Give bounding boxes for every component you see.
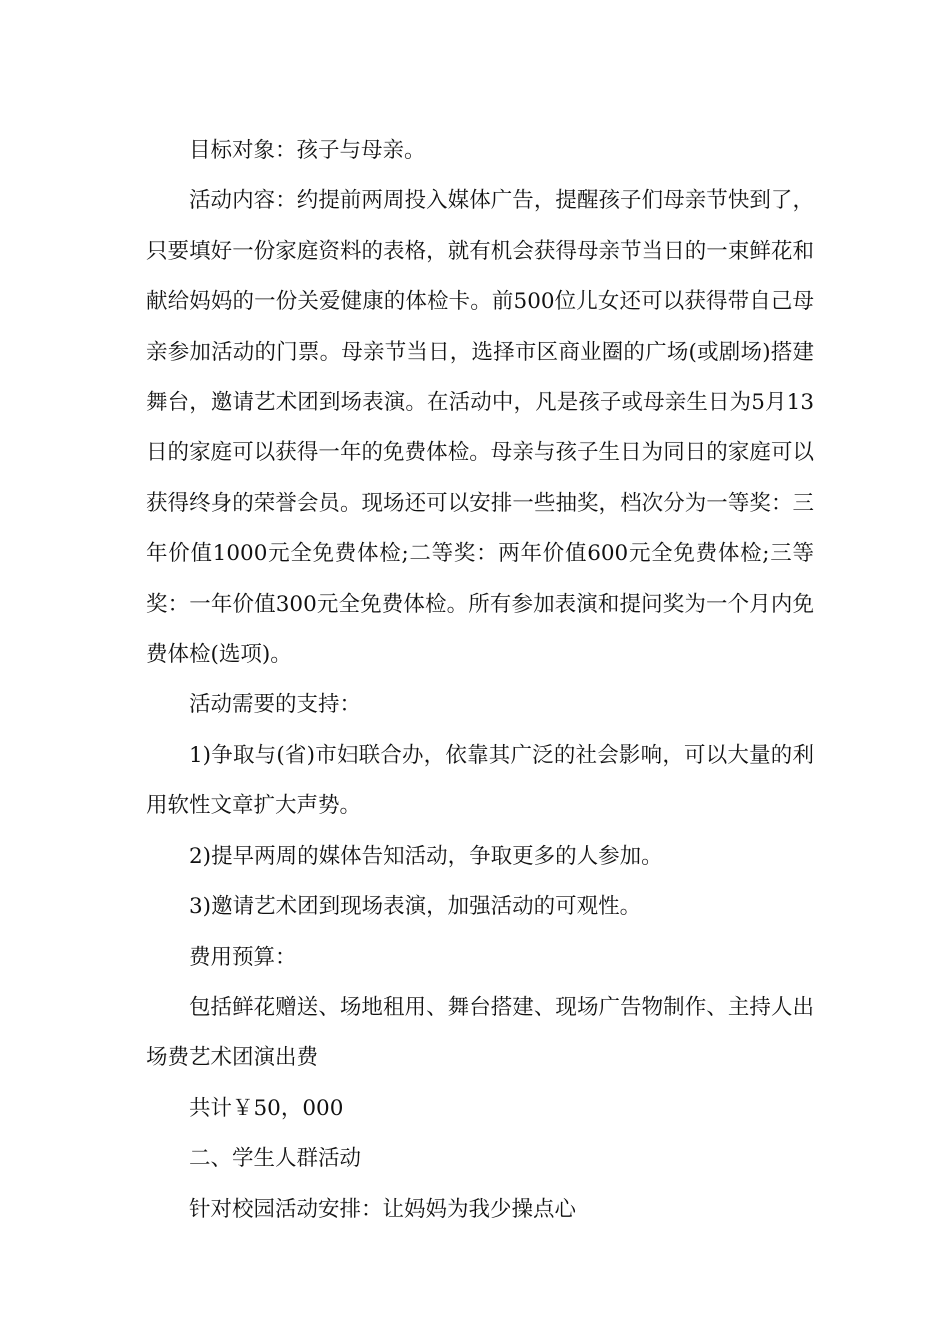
section-heading-student-activity: 二、学生人群活动 bbox=[189, 1146, 362, 1172]
paragraph-budget-total: 共计￥50，000 bbox=[189, 1095, 344, 1121]
paragraph-activity-content: 活动内容：约提前两周投入媒体广告，提醒孩子们母亲节快到了，只要填好一份家庭资料的表格，就有机会获得母亲节当日的一束鲜花和献给妈妈的一份关爱健康的体检卡。前500位儿女还可以获得带自己母亲参加活动的门票。母亲节当日，选择市区商业圈的广场(或剧场)搭建舞台，邀请艺术团到场表演。在活动中，凡是孩子或母亲生日为5月13日的家庭可以获得一年的免费体检。母亲与孩子生日为同日的家庭可以获得终身的荣誉会员。现场还可以安排一些抽奖，档次分为一等奖：三年价值1000元全免费体检;二等奖：两年价值600元全免费体检;三等奖：一年价值300元全免费体检。所有参加表演和提问奖为一个月内免费体检(选项)。 bbox=[146, 188, 814, 668]
paragraph-support-item-3: 3)邀请艺术团到现场表演，加强活动的可观性。 bbox=[189, 894, 642, 920]
paragraph-support-item-2: 2)提早两周的媒体告知活动，争取更多的人参加。 bbox=[189, 843, 663, 869]
paragraph-budget-items: 包括鲜花赠送、场地租用、舞台搭建、现场广告物制作、主持人出场费艺术团演出费 bbox=[146, 994, 814, 1071]
paragraph-budget-heading: 费用预算： bbox=[189, 944, 297, 970]
paragraph-support-heading: 活动需要的支持： bbox=[189, 692, 362, 718]
paragraph-support-item-1: 1)争取与(省)市妇联合办，依靠其广泛的社会影响，可以大量的利用软性文章扩大声势。 bbox=[146, 742, 814, 819]
document-body bbox=[146, 126, 814, 1235]
paragraph-campus-activity: 针对校园活动安排：让妈妈为我少操点心 bbox=[189, 1196, 577, 1222]
paragraph-target-audience: 目标对象：孩子与母亲。 bbox=[189, 138, 426, 163]
